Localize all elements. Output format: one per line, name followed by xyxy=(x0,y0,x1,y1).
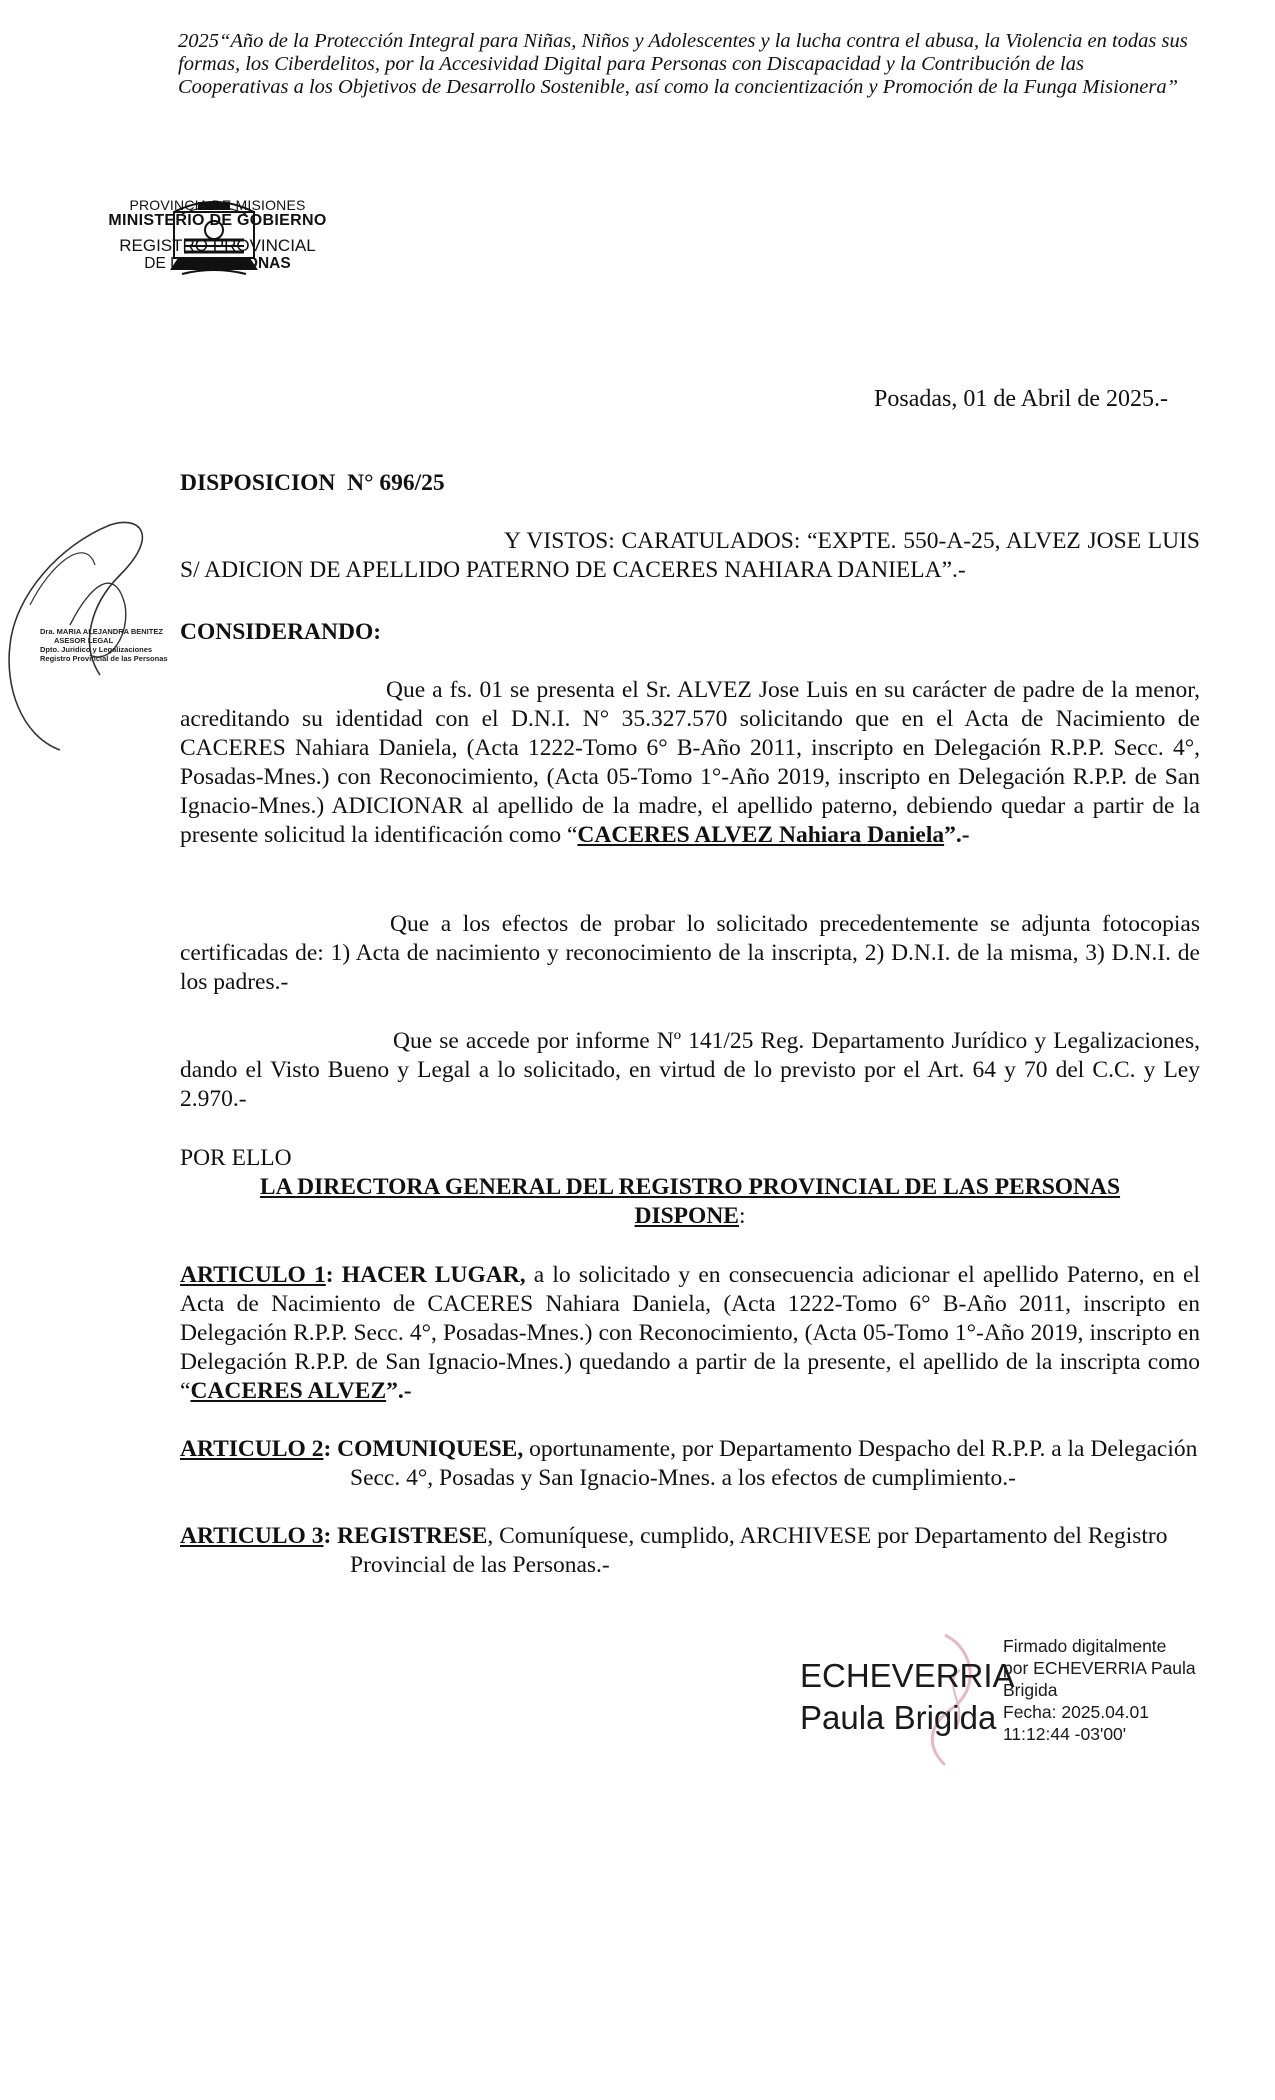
document-date: Posadas, 01 de Abril de 2025.- xyxy=(874,386,1168,412)
considerando-label: CONSIDERANDO: xyxy=(180,619,382,645)
stamp-line-1: Dra. MARIA ALEJANDRA BENITEZ xyxy=(40,627,163,636)
child-full-name: CACERES ALVEZ Nahiara Daniela xyxy=(577,822,945,848)
directora-heading: LA DIRECTORA GENERAL DEL REGISTRO PROVINCIAL DE LAS PERSONAS DISPONE: xyxy=(259,1174,1121,1229)
signer-name: ECHEVERRIA Paula Brigida xyxy=(800,1657,1015,1736)
article-1: ARTICULO 1: HACER LUGAR, a lo solicitado y en consecuencia adicionar el apellido Paterno, en el Acta de Nacimiento de CACERES Nahiara Daniela, (Acta 1222-Tomo 6° B-Año 2011, inscripto en Delegación R.P.P. Secc. 4°, Posadas-Mnes.) con Reconocimiento, (Acta 05-Tomo 1°-Año 2019, inscripto en Delegación R.P.P. de San Ignacio-Mnes.) quedando a partir de la presente, el apellido de la inscripta como “CACERES ALVEZ”.- xyxy=(180,1262,1200,1404)
considerando-paragraph-2: Que a los efectos de probar lo solicitado precedentemente se adjunta fotocopias certificadas de: 1) Acta de nacimiento y reconocimiento de la inscripta, 2) D.N.I. de la misma, 3) D.N.I. de los padres.- xyxy=(180,911,1200,995)
article-1-action: HACER LUGAR, xyxy=(341,1262,526,1288)
article-3: ARTICULO 3: REGISTRESE, Comuníquese, cumplido, ARCHIVESE por Departamento del Registro Provincial de las Personas.- xyxy=(180,1523,1168,1578)
por-ello: POR ELLO xyxy=(180,1145,292,1171)
dispone-label: DISPONE xyxy=(634,1203,739,1229)
article-3-label: ARTICULO 3 xyxy=(180,1523,324,1549)
province-name: PROVINCIA DE MISIONES xyxy=(129,197,306,213)
article-2: ARTICULO 2: COMUNIQUESE, oportunamente, por Departamento Despacho del R.P.P. a la Delegación Secc. 4°, Posadas y San Ignacio-Mnes. a los efectos de cumplimiento.- xyxy=(180,1436,1198,1491)
registry-name-line2: DE LAS PERSONAS xyxy=(144,255,291,272)
ministry-name: MINISTERIO DE GOBIERNO xyxy=(108,212,327,229)
article-1-label: ARTICULO 1 xyxy=(180,1262,326,1288)
article-2-action: COMUNIQUESE, xyxy=(337,1436,524,1462)
stamp-line-3: Dpto. Juridico y Legalizaciones xyxy=(40,645,153,654)
digital-signature-info: Firmado digitalmente por ECHEVERRIA Paula Brigida Fecha: 2025.04.01 11:12:44 -03'00' xyxy=(1003,1636,1196,1744)
considerando-paragraph-3: Que se accede por informe Nº 141/25 Reg. Departamento Jurídico y Legalizaciones, dando el Visto Bueno y Legal a lo solicitado, en virtud de lo previsto por el Art. 64 y 70 del C.C. y Ley 2.970.- xyxy=(180,1028,1200,1112)
legal-advisor-stamp xyxy=(0,505,180,755)
considerando-paragraph-1: Que a fs. 01 se presenta el Sr. ALVEZ Jose Luis en su carácter de padre de la menor, acreditando su identidad con el D.N.I. N° 35.327.570 solicitando que en el Acta de Nacimiento de CACERES Nahiara Daniela, (Acta 1222-Tomo 6° B-Año 2011, inscripto en Delegación R.P.P. Secc. 4°, Posadas-Mnes.) con Reconocimiento, (Acta 05-Tomo 1°-Año 2019, inscripto en Delegación R.P.P. de San Ignacio-Mnes.) ADICIONAR al apellido de la madre, el apellido paterno, debiendo quedar a partir de la presente solicitud la identificación como “CACERES ALVEZ Nahiara Daniela”.- xyxy=(180,677,1200,848)
registry-letterhead xyxy=(100,195,335,273)
article-1-surname: CACERES ALVEZ xyxy=(190,1378,387,1404)
article-2-label: ARTICULO 2 xyxy=(180,1436,324,1462)
disposition-title: DISPOSICION N° 696/25 xyxy=(180,470,445,496)
header-motto: 2025“Año de la Protección Integral para Niñas, Niños y Adolescentes y la lucha contra el abusa, la Violencia en todas sus formas, los Ciberdelitos, por la Accesividad Digital para Personas con Discapacidad y la Contribución de las Cooperativas a los Objetivos de Desarrollo Sostenible, así como la concientización y Promoción de la Funga Misionera” xyxy=(178,30,1188,98)
registry-name: REGISTRO PROVINCIAL xyxy=(119,236,316,255)
article-3-action: REGISTRESE xyxy=(337,1523,488,1549)
stamp-line-4: Registro Provincial de las Personas xyxy=(40,654,168,663)
vistos-paragraph: Y VISTOS: CARATULADOS: “EXPTE. 550-A-25, ALVEZ JOSE LUIS S/ ADICION DE APELLIDO PATERNO DE CACERES NAHIARA DANIELA”.- xyxy=(180,528,1200,583)
stamp-line-2: ASESOR LEGAL xyxy=(54,636,114,645)
